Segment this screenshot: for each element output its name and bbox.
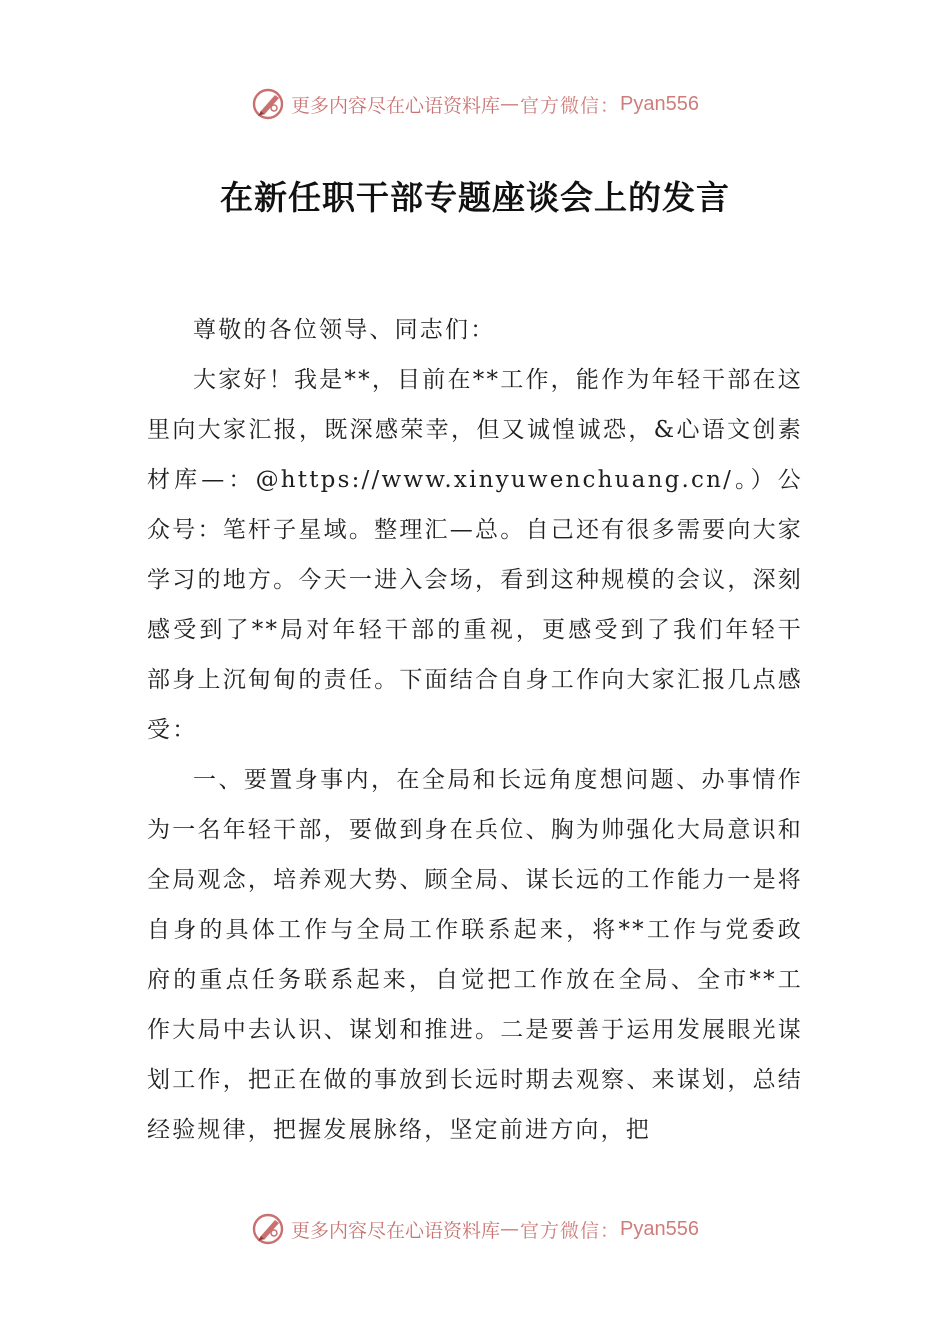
watermark-wechat-id: Pyan556 xyxy=(620,92,699,115)
pen-logo-icon xyxy=(251,1211,287,1247)
watermark-sub-text: 官方微信： xyxy=(520,1219,621,1242)
document-body xyxy=(147,305,803,1155)
watermark-dash: — xyxy=(500,93,521,115)
watermark-main-text: 更多内容尽在心语资料库 xyxy=(291,94,501,117)
pen-logo-icon xyxy=(251,86,287,122)
body-paragraph: 大家好！我是**，目前在**工作，能作为年轻干部在这里向大家汇报，既深感荣幸，但又诚惶诚恐，&心语文创素材库—：@https://www.xinyuwenchuang.cn/。）公众号：笔杆子星域。整理汇—总。自己还有很多需要向大家学习的地方。今天一进入会场，看到这种规模的会议，深刻感受到了**局对年轻干部的重视，更感受到了我们年轻干部身上沉甸甸的责任。下面结合自身工作向大家汇报几点感受： xyxy=(147,367,803,743)
watermark-main-text: 更多内容尽在心语资料库 xyxy=(291,1219,501,1242)
header-watermark xyxy=(0,84,950,124)
footer-watermark xyxy=(0,1209,950,1249)
watermark-dash: — xyxy=(500,1218,521,1240)
document-title: 在新任职干部专题座谈会上的发言 xyxy=(220,178,730,217)
watermark-sub-text: 官方微信： xyxy=(520,94,621,117)
watermark-wechat-id: Pyan556 xyxy=(620,1217,699,1240)
body-paragraph: 一、要置身事内，在全局和长远角度想问题、办事情作为一名年轻干部，要做到身在兵位、胸为帅强化大局意识和全局观念，培养观大势、顾全局、谋长远的工作能力一是将自身的具体工作与全局工作联系起来，将**工作与党委政府的重点任务联系起来，自觉把工作放在全局、全市**工作大局中去认识、谋划和推进。二是要善于运用发展眼光谋划工作，把正在做的事放到长远时期去观察、来谋划，总结经验规律，把握发展脉络，坚定前进方向，把 xyxy=(147,767,803,1143)
greeting-paragraph: 尊敬的各位领导、同志们： xyxy=(193,317,496,343)
